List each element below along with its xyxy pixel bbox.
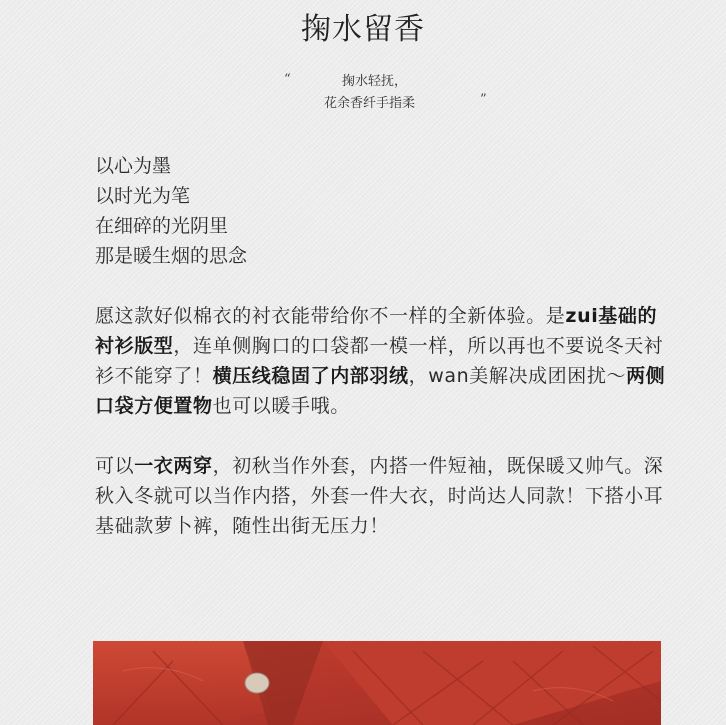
quote-open-mark: “	[284, 72, 291, 87]
poem-line: 以心为墨	[95, 155, 172, 177]
paragraph-text: ，连单侧胸口的口袋都一模一样，所以再也不要说冬天衬衫不能穿了！	[95, 335, 664, 387]
red-jacket-image	[93, 641, 661, 725]
paragraph-text: ，wan美解决成团困扰～	[408, 365, 627, 387]
quote-line-2: 花余香纤手指柔	[324, 96, 416, 111]
page-title: 掬水留香	[301, 12, 425, 47]
quote-close-mark: ”	[480, 92, 487, 107]
poem-line: 以时光为笔	[95, 185, 191, 207]
poem-line: 那是暖生烟的思念	[95, 245, 248, 267]
highlight-text: 横压线稳固了内部羽绒	[212, 365, 409, 387]
paragraph-text: ，初秋当作外套，内搭一件短袖，既保暖又帅气。深秋入冬就可以当作内搭，外套一件大衣，时尚达人同款！下搭小耳基础款萝卜裤，随性出街无压力！	[95, 455, 664, 537]
poem	[95, 151, 247, 271]
highlight-text: 两侧口袋方便置物	[95, 365, 666, 417]
paragraph-text: 可以	[95, 455, 135, 477]
paragraph-text: 愿这款好似棉衣的衬衣能带给你不一样的全新体验。是	[95, 305, 566, 327]
paragraph-text: 也可以暖手哦。	[212, 395, 350, 417]
product-photo	[93, 641, 661, 725]
highlight-text: 一衣两穿	[134, 455, 213, 477]
poem-line: 在细碎的光阴里	[95, 215, 229, 237]
styling-paragraph	[95, 451, 675, 541]
highlight-text: zui基础的衬衫版型	[95, 305, 658, 357]
description-paragraph	[95, 301, 675, 421]
quote-line-1: 掬水轻抚，	[342, 74, 408, 89]
